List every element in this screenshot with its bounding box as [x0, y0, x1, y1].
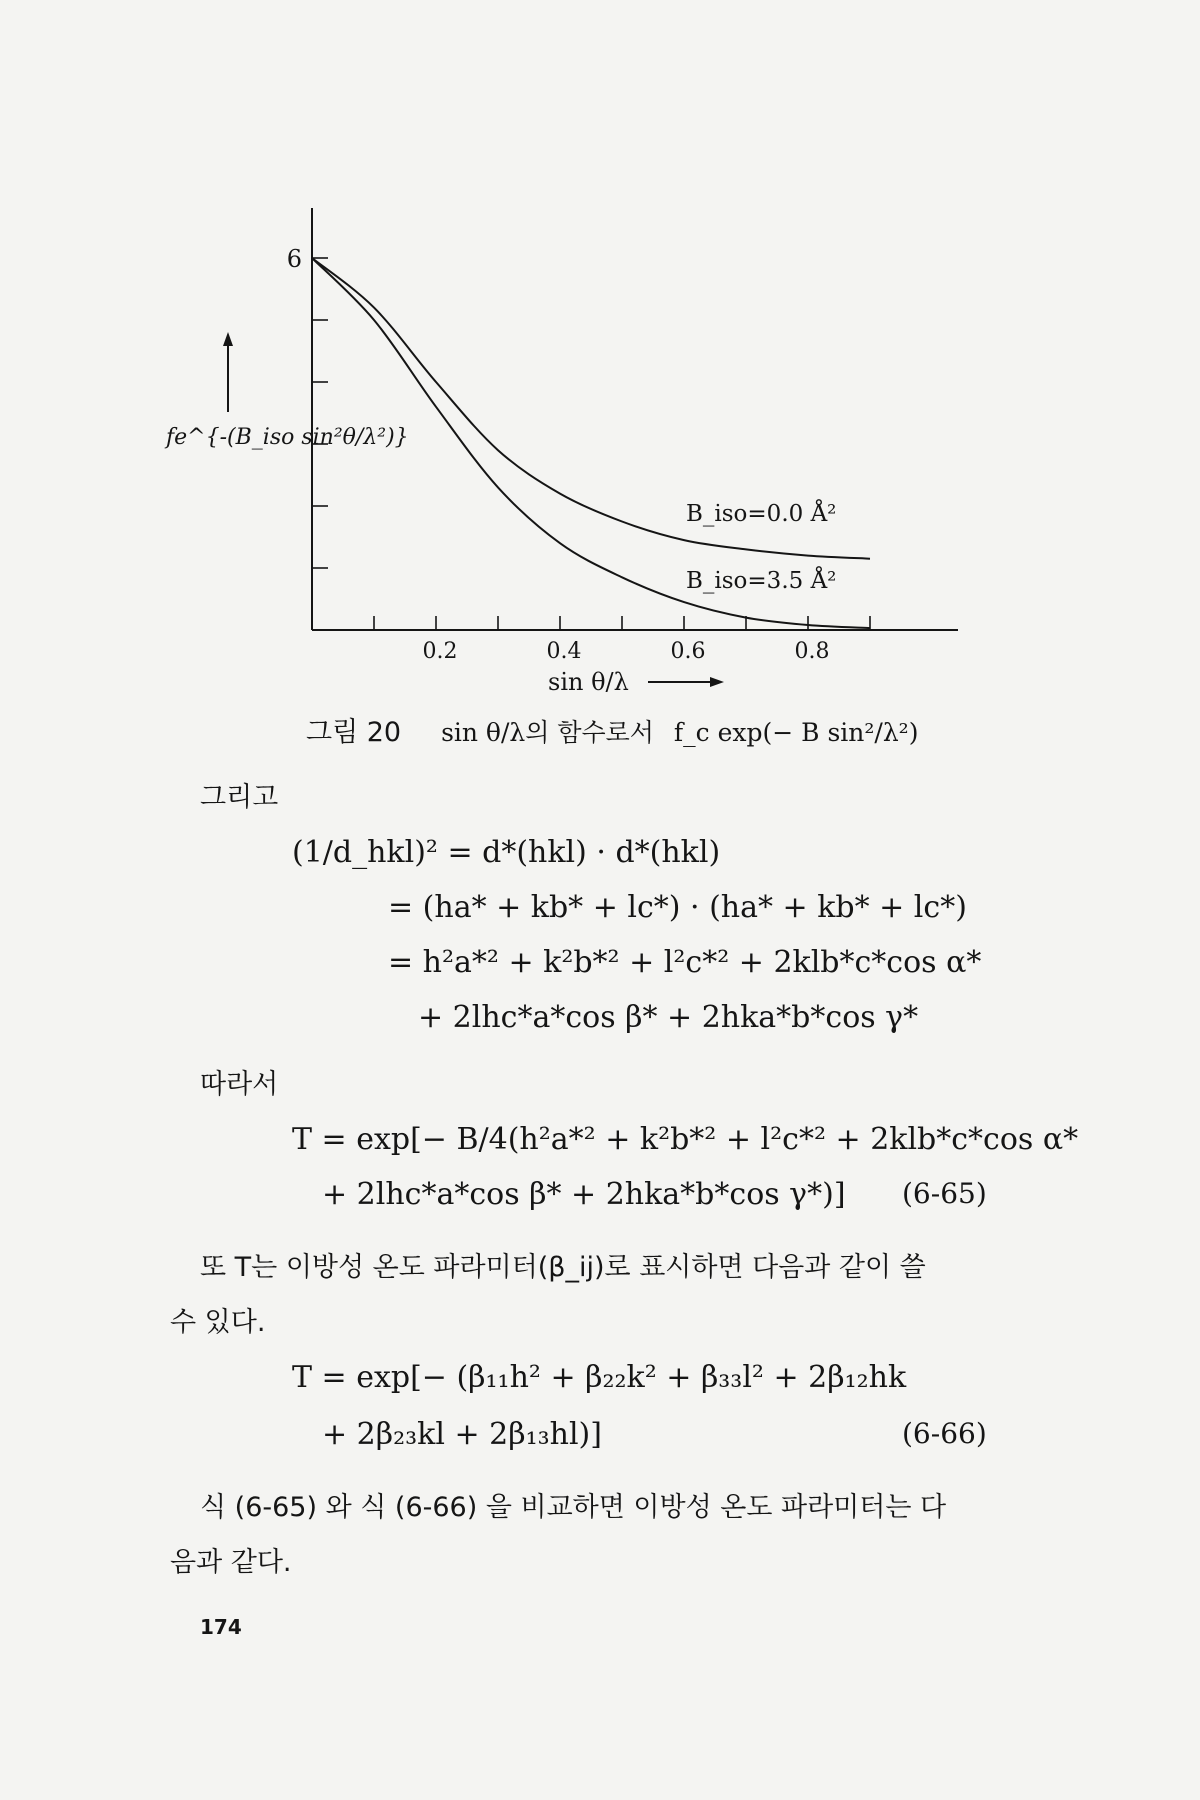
- x-tick-label: 0.2: [422, 639, 458, 664]
- chart-labels: [164, 332, 836, 696]
- equation-label-6-66: (6-66): [902, 1417, 987, 1450]
- series-label-1: B_iso=0.0 Å²: [686, 501, 837, 527]
- paragraph-4-line-1: 식 (6-65) 와 식 (6-66) 을 비교하면 이방성 온도 파라미터는 다: [200, 1492, 947, 1523]
- equation-2-line-2: + 2lhc*a*cos β* + 2hka*b*cos γ*)]: [322, 1177, 846, 1212]
- equation-3-line-2: + 2β₂₃kl + 2β₁₃hl)]: [322, 1417, 602, 1452]
- series-label-2: B_iso=3.5 Å²: [686, 568, 837, 594]
- x-axis-label: sin θ/λ: [548, 668, 629, 696]
- caption-formula: f_c exp(− B sin²/λ²): [673, 718, 919, 747]
- figure-caption: [306, 710, 930, 749]
- y-tick-label: 6: [286, 245, 302, 273]
- y-ticks: [287, 245, 328, 568]
- equation-1-line-2: = (ha* + kb* + lc*) · (ha* + kb* + lc*): [388, 890, 967, 925]
- equation-1-line-3: = h²a*² + k²b*² + l²c*² + 2klb*c*cos α*: [388, 945, 982, 980]
- equation-2-line-1: T = exp[− B/4(h²a*² + k²b*² + l²c*² + 2klb*c*cos α*: [292, 1122, 1079, 1157]
- y-axis-label: fe^{-(B_iso sin²θ/λ²)}: [166, 425, 409, 450]
- paragraph-4-line-2: 음과 같다.: [170, 1547, 292, 1578]
- figure-chart: [0, 0, 1200, 700]
- paragraph-2: 따라서: [200, 1069, 279, 1100]
- paragraph-3-line-1: 또 T는 이방성 온도 파라미터(β_ij)로 표시하면 다음과 같이 쓸: [200, 1252, 926, 1283]
- equation-1-line-4: + 2lhc*a*cos β* + 2hka*b*cos γ*: [418, 1000, 919, 1035]
- y-arrow-head: [223, 332, 233, 346]
- equation-1-line-1: (1/d_hkl)² = d*(hkl) · d*(hkl): [292, 835, 721, 870]
- equation-label-6-65: (6-65): [902, 1177, 987, 1210]
- x-tick-label: 0.8: [794, 639, 830, 664]
- chart-axes: [312, 208, 958, 630]
- caption-label: 그림 20: [306, 717, 402, 748]
- x-tick-label: 0.4: [546, 639, 582, 664]
- x-arrow-head: [710, 677, 724, 687]
- page-number: 174: [200, 1615, 242, 1639]
- x-tick-label: 0.6: [670, 639, 706, 664]
- paragraph-1: 그리고: [200, 782, 279, 813]
- caption-text: sin θ/λ의 함수로서: [441, 718, 654, 747]
- equation-3-line-1: T = exp[− (β₁₁h² + β₂₂k² + β₃₃l² + 2β₁₂hk: [292, 1360, 907, 1395]
- paragraph-3-line-2: 수 있다.: [170, 1307, 266, 1338]
